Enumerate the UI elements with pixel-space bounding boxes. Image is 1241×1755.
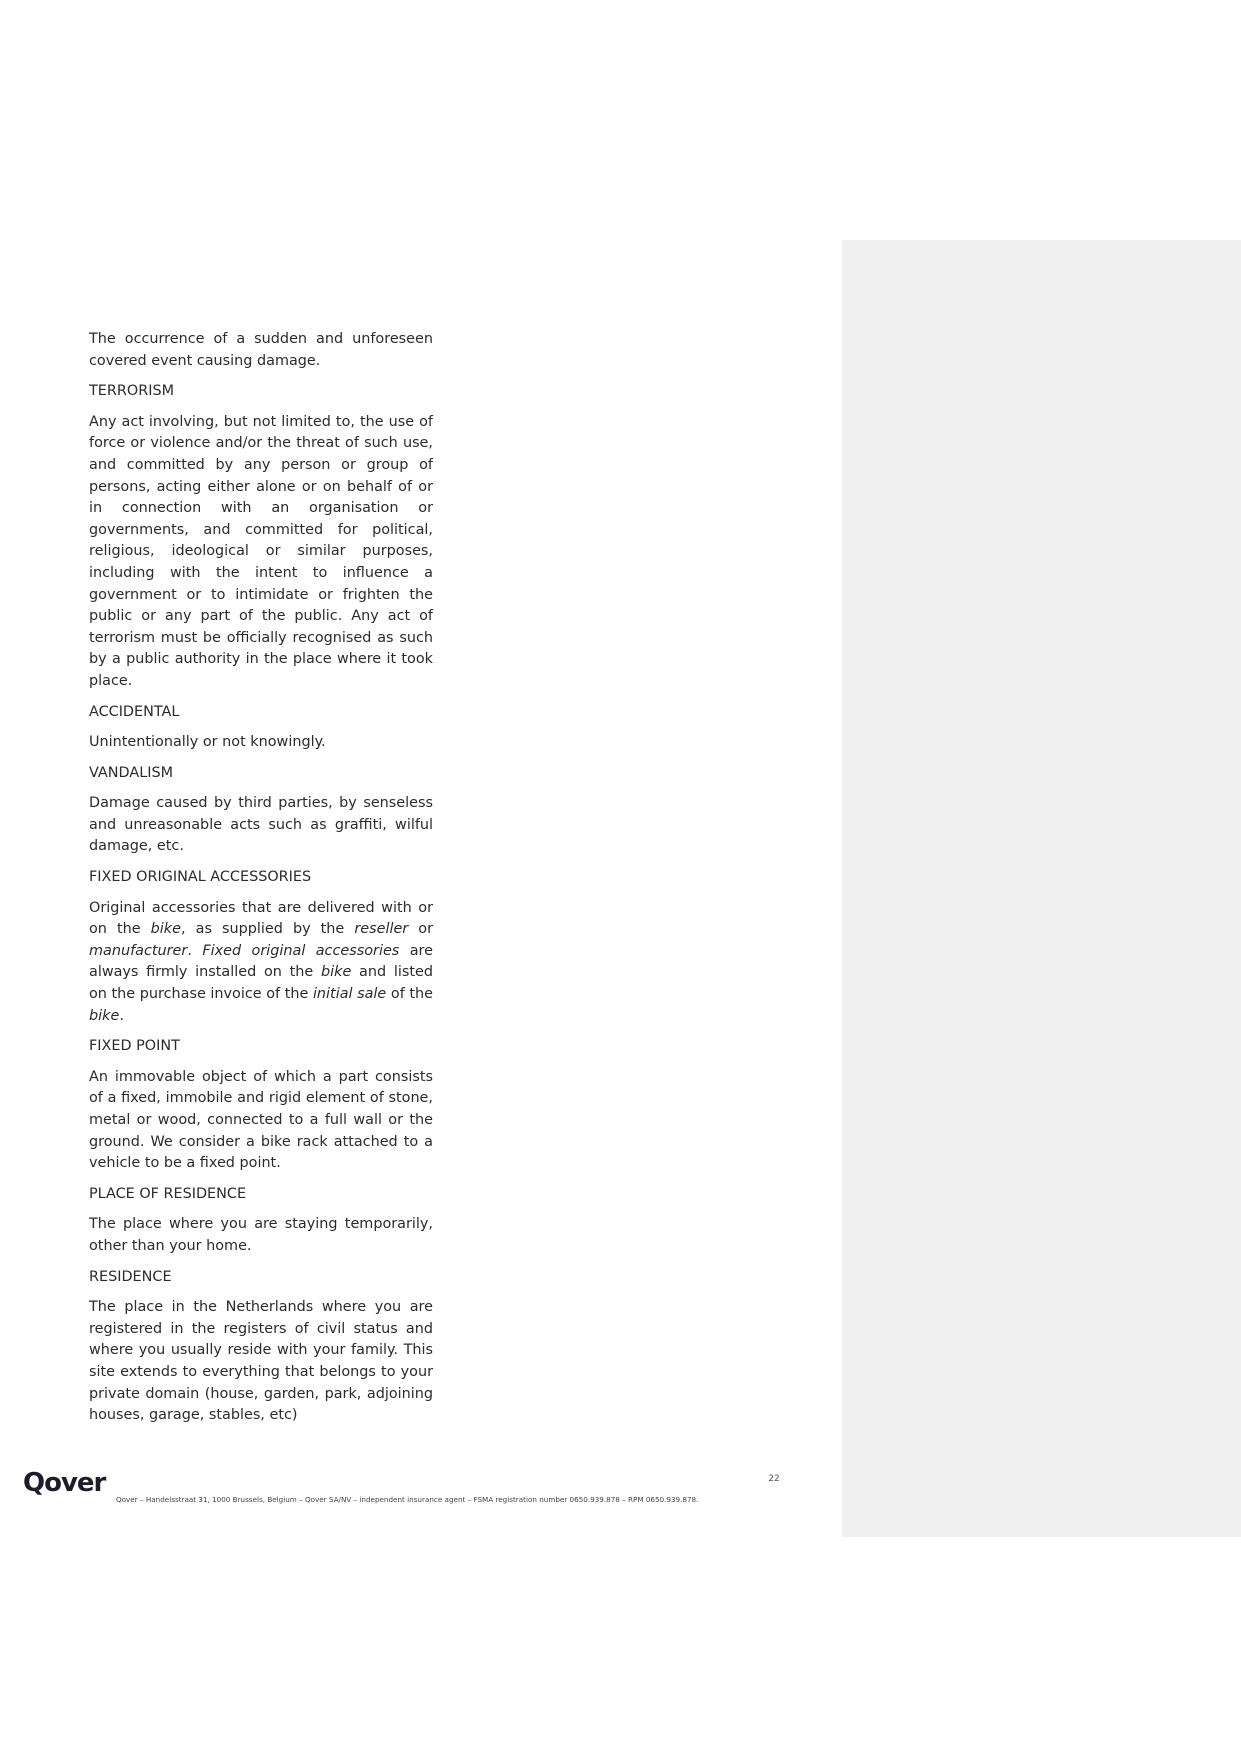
page-number: 22 — [768, 1474, 780, 1484]
qover-logo-mark — [23, 1468, 127, 1498]
definition-term — [89, 702, 433, 724]
text-segment: FIXED ORIGINAL ACCESSORIES — [89, 869, 312, 886]
defined-term-italic: reseller — [354, 921, 409, 938]
text-segment: , as supplied by the — [181, 921, 355, 938]
definition-text — [89, 732, 433, 754]
definition-text — [89, 1067, 433, 1175]
text-segment: VANDALISM — [89, 764, 174, 781]
defined-term-italic: manufacturer — [89, 942, 188, 959]
text-segment: are always firmly installed on the — [89, 942, 433, 981]
text-segment: FIXED POINT — [89, 1038, 180, 1055]
defined-term-italic: Fixed original accessories — [202, 942, 400, 959]
text-segment: RESIDENCE — [89, 1268, 172, 1285]
defined-term-italic: initial sale — [312, 986, 387, 1003]
text-segment: PLACE OF RESIDENCE — [89, 1185, 247, 1202]
footer-legal-text: Qover – Handelsstraat 31, 1000 Brussels, Belgium – Qover SA/NV – independent insurance agent – FSMA registration number 0650.939.878 – RPM 0650.939.878. — [116, 1495, 699, 1504]
text-segment: Damage caused by third parties, by senseless and unreasonable acts such as graffiti, wilful damage, etc. — [89, 795, 433, 855]
text-segment: Original accessories that are delivered with or on the — [89, 899, 433, 938]
text-segment: ACCIDENTAL — [89, 703, 180, 720]
definition-term — [89, 1267, 433, 1289]
text-segment: and listed on the purchase invoice of the — [89, 964, 433, 1003]
definition-text — [89, 1214, 433, 1257]
definition-term — [89, 867, 433, 889]
text-segment: or — [408, 921, 433, 938]
definitions-column — [89, 329, 433, 1436]
defined-term-italic: bike — [89, 1007, 120, 1024]
definition-text — [89, 1297, 433, 1427]
text-segment: of the — [386, 986, 433, 1003]
text-segment: Unintentionally or not knowingly. — [89, 734, 326, 751]
text-segment: The occurrence of a sudden and unforeseen covered event causing damage. — [89, 331, 433, 369]
definition-term — [89, 1036, 433, 1058]
definition-text — [89, 329, 433, 372]
definition-term — [89, 1184, 433, 1206]
definition-text — [89, 898, 433, 1028]
text-segment: The place in the Netherlands where you are registered in the registers of civil status and where you usually reside with your family. This site extends to everything that belongs to your private domain (house, garden, park, adjoining houses, garage, stables, etc) — [89, 1299, 433, 1424]
text-segment: TERRORISM — [89, 383, 175, 400]
definition-text — [89, 412, 433, 693]
defined-term-italic: bike — [320, 964, 352, 981]
definition-term — [89, 381, 433, 403]
definition-term — [89, 763, 433, 785]
definition-text — [89, 793, 433, 858]
comment-margin-panel — [842, 240, 1241, 1537]
text-segment: The place where you are staying temporarily, other than your home. — [89, 1216, 433, 1254]
defined-term-italic: bike — [150, 921, 181, 938]
text-segment: . — [187, 942, 203, 959]
text-segment: Any act involving, but not limited to, the use of force or violence and/or the threat of such use, and committed by any person or group of persons, acting either alone or on behalf of or in connection with an organisation or governments, and committed for political, religious, ideological or similar purposes, including with the intent to influence a government or to intimidate or frighten the public or any part of the public. Any act of terrorism must be officially recognised as such by a public authority in the place where it took place. — [89, 413, 433, 689]
text-segment: An immovable object of which a part consists of a fixed, immobile and rigid element of stone, metal or wood, connected to a full wall or the ground. We consider a bike rack attached to a vehicle to be a fixed point. — [89, 1068, 433, 1172]
qover-logo — [23, 1468, 127, 1498]
text-segment: . — [119, 1007, 124, 1024]
svg-text:Qover: Qover — [23, 1468, 106, 1498]
